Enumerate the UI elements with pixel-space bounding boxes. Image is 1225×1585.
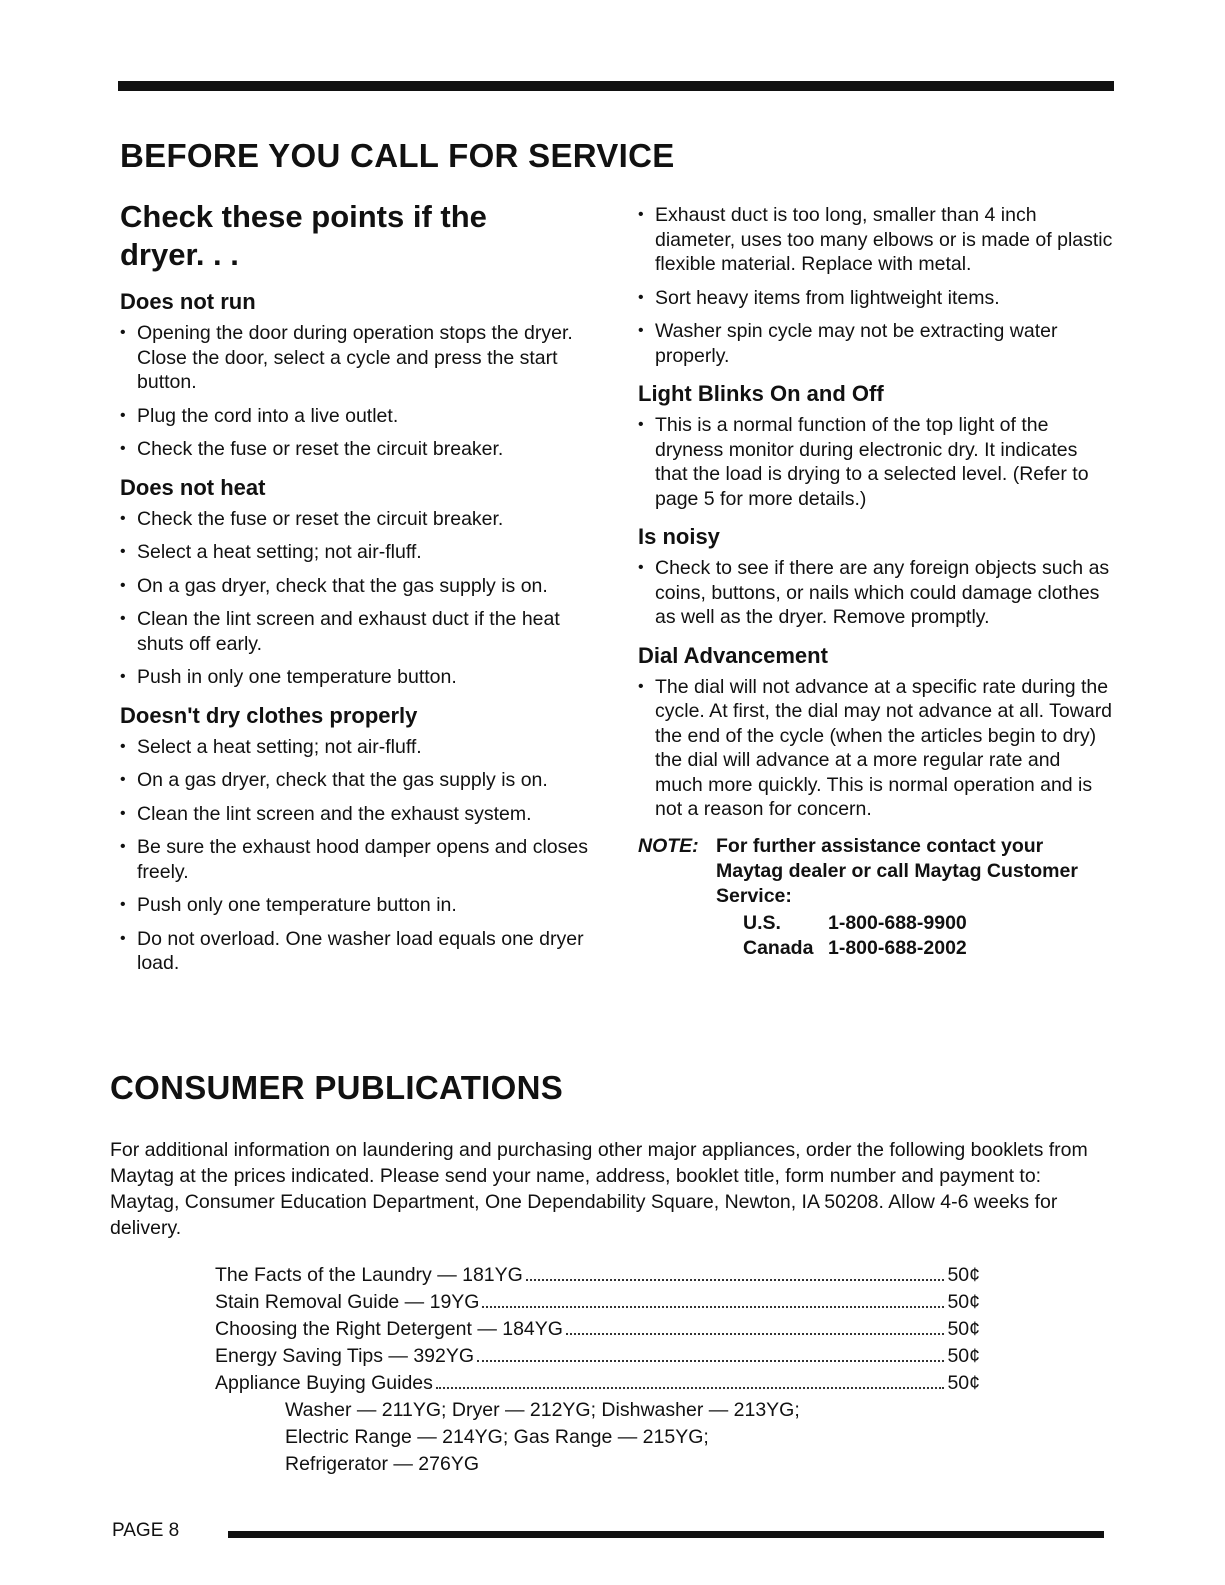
section-heading: Is noisy	[638, 524, 720, 549]
left-column	[120, 198, 610, 985]
bullet-item: • Do not overload. One washer load equals one dryer load.	[120, 927, 610, 976]
left-sections	[120, 288, 610, 976]
page-title: BEFORE YOU CALL FOR SERVICE	[120, 137, 675, 174]
section-heading: Does not run	[120, 289, 256, 314]
bullet-item: • Clean the lint screen and exhaust duct if the heat shuts off early.	[120, 607, 610, 656]
booklet-title: The Facts of the Laundry — 181YG	[215, 1264, 523, 1286]
publications-intro: For additional information on laundering and purchasing other major appliances, order the following booklets from Maytag at the prices indicated. Please send your name, address, booklet title, form number and payment to: Maytag, Consumer Education Department, One Dependability Square, Newton, IA 50208. Allow 4-6 weeks for delivery.	[110, 1139, 1088, 1239]
section-heading: Doesn't dry clothes properly	[120, 702, 418, 728]
note-text: For further assistance contact your Maytag dealer or call Maytag Customer Service:	[716, 834, 1078, 907]
dot-leader	[566, 1333, 945, 1335]
bullet-item: • Plug the cord into a live outlet.	[120, 404, 610, 429]
booklet-title: Energy Saving Tips — 392YG	[215, 1345, 475, 1367]
booklet-price: 50¢	[947, 1372, 980, 1394]
dot-leader	[526, 1279, 945, 1281]
bullet-list	[120, 321, 610, 462]
page-number: PAGE 8	[112, 1520, 180, 1541]
bullet-list	[638, 675, 1113, 822]
bullet-item: • On a gas dryer, check that the gas supply is on.	[120, 768, 610, 793]
note-label: NOTE:	[638, 834, 699, 857]
booklet-price: 50¢	[947, 1264, 980, 1286]
phone-country: Canada	[743, 936, 814, 959]
section-heading: Dial Advancement	[638, 642, 828, 668]
right-column	[638, 203, 1113, 961]
dot-leader	[477, 1360, 944, 1362]
phone-list	[743, 911, 1113, 961]
bullet-item: • Select a heat setting; not air-fluff.	[120, 735, 610, 760]
booklet-list	[215, 1262, 980, 1478]
booklet-row	[215, 1316, 980, 1343]
phone-row-us	[743, 911, 1113, 936]
bullet-item: • Washer spin cycle may not be extracting water properly.	[638, 319, 1113, 368]
booklet-row	[215, 1289, 980, 1316]
booklet-price: 50¢	[947, 1345, 980, 1367]
phone-row-canada	[743, 936, 1113, 961]
booklet-title: Stain Removal Guide — 19YG	[215, 1291, 480, 1313]
bullet-item: • Opening the door during operation stops the dryer. Close the door, select a cycle and press the start button.	[120, 321, 610, 395]
bullet-list	[638, 556, 1113, 630]
phone-number: 1-800-688-2002	[828, 936, 967, 959]
bottom-rule	[228, 1531, 1104, 1538]
phone-country: U.S.	[743, 911, 781, 934]
bullet-item: • On a gas dryer, check that the gas supply is on.	[120, 574, 610, 599]
dot-leader	[436, 1387, 945, 1389]
top-rule	[118, 81, 1114, 91]
booklet-price: 50¢	[947, 1291, 980, 1313]
booklet-price: 50¢	[947, 1318, 980, 1340]
bullet-item: • Check to see if there are any foreign objects such as coins, buttons, or nails which could damage clothes as well as the dryer. Remove promptly.	[638, 556, 1113, 630]
buying-guide-line: Refrigerator — 276YG	[285, 1453, 480, 1475]
bullet-list	[120, 735, 610, 976]
booklet-title: Appliance Buying Guides	[215, 1372, 433, 1394]
booklet-row	[215, 1262, 980, 1289]
booklet-row	[215, 1343, 980, 1370]
bullet-list	[638, 413, 1113, 511]
continued-list	[638, 203, 1113, 368]
section-heading: Light Blinks On and Off	[638, 381, 884, 406]
buying-guide-line: Electric Range — 214YG; Gas Range — 215YG;	[285, 1426, 709, 1448]
right-sections	[638, 380, 1113, 822]
buying-guide-line: Washer — 211YG; Dryer — 212YG; Dishwasher — 213YG;	[285, 1399, 800, 1421]
bullet-item: • Clean the lint screen and the exhaust system.	[120, 802, 610, 827]
booklet-title: Choosing the Right Detergent — 184YG	[215, 1318, 563, 1340]
phone-number: 1-800-688-9900	[828, 911, 967, 934]
buying-guides-list	[215, 1397, 980, 1478]
bullet-item: • Sort heavy items from lightweight items.	[638, 286, 1113, 311]
bullet-item: • The dial will not advance at a specific rate during the cycle. At first, the dial may not advance at all. Toward the end of the cycle (when the articles begin to dry) the dial will advance at a more regular rate and much more quickly. This is normal operation and is not a reason for concern.	[638, 675, 1113, 822]
service-note	[638, 834, 1113, 961]
bullet-item: • Push only one temperature button in.	[120, 893, 610, 918]
bullet-item: • Check the fuse or reset the circuit breaker.	[120, 437, 610, 462]
bullet-item: • Select a heat setting; not air-fluff.	[120, 540, 610, 565]
dot-leader	[482, 1306, 944, 1308]
bullet-item: • Check the fuse or reset the circuit breaker.	[120, 507, 610, 532]
section-heading: Does not heat	[120, 474, 266, 500]
bullet-item: • This is a normal function of the top light of the dryness monitor during electronic dry. It indicates that the load is drying to a selected level. (Refer to page 5 for more details.)	[638, 413, 1113, 511]
booklet-row	[215, 1370, 980, 1397]
bullet-item: • Push in only one temperature button.	[120, 665, 610, 690]
bullet-list	[120, 507, 610, 690]
bullet-item: • Be sure the exhaust hood damper opens and closes freely.	[120, 835, 610, 884]
check-heading: Check these points if the dryer. . .	[120, 199, 487, 272]
publications-title: CONSUMER PUBLICATIONS	[110, 1069, 564, 1106]
bullet-item: • Exhaust duct is too long, smaller than 4 inch diameter, uses too many elbows or is made of plastic flexible material. Replace with metal.	[638, 203, 1113, 277]
